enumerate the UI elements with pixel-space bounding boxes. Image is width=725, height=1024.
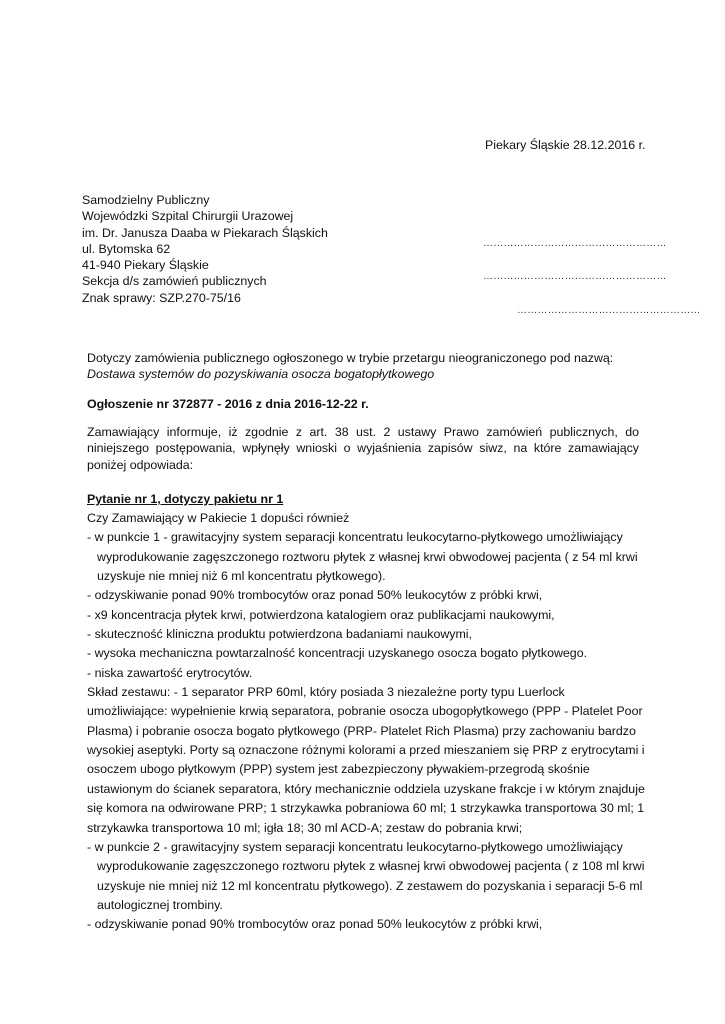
question-line: wyprodukowanie zagęszczonego roztworu płytek z własnej krwi obwodowej pacjenta ( z 108 ml krwi bbox=[97, 859, 645, 874]
question-line: się komora na odwirowane PRP; 1 strzykawka pobraniowa 60 ml; 1 strzykawka transportowa 30 ml; 1 bbox=[87, 801, 645, 816]
addressee-block bbox=[82, 192, 328, 306]
question-line: wyprodukowanie zagęszczonego roztworu płytek z własnej krwi obwodowej pacjenta ( z 54 ml krwi bbox=[97, 549, 638, 564]
question-line: - niska zawartość erytrocytów. bbox=[87, 665, 253, 680]
question-line: - skuteczność kliniczna produktu potwierdzona badaniami naukowymi, bbox=[87, 627, 472, 642]
addressee-line: Samodzielny Publiczny bbox=[82, 193, 210, 207]
question-line: - odzyskiwanie ponad 90% trombocytów oraz ponad 50% leukocytów z próbki krwi, bbox=[87, 588, 543, 603]
question-line: - wysoka mechaniczna powtarzalność koncentracji uzyskanego osocza bogato płytkowego. bbox=[87, 646, 588, 661]
question-line: - x9 koncentracja płytek krwi, potwierdzona katalogiem oraz publikacjami naukowymi, bbox=[87, 607, 555, 622]
notice-number: Ogłoszenie nr 372877 - 2016 z dnia 2016-12-22 r. bbox=[87, 397, 369, 411]
question-line: - odzyskiwanie ponad 90% trombocytów oraz ponad 50% leukocytów z próbki krwi, bbox=[87, 917, 543, 932]
place-date: Piekary Śląskie 28.12.2016 r. bbox=[485, 138, 646, 152]
intro-paragraph: Zamawiający informuje, iż zgodnie z art. 38 ust. 2 ustawy Prawo zamówień publicznych, do niniejszego postępowania, wpłynęły wnioski o wyjaśnienia zapisów siwz, na które zamawiający poniżej odpowiada: bbox=[87, 425, 639, 472]
subject-line: Dotyczy zamówienia publicznego ogłoszonego w trybie przetargu nieograniczonego pod nazwą: bbox=[87, 351, 614, 365]
question-line: umożliwiające: wypełnienie krwią separatora, pobranie osocza ubogopłytkowego (PPP - Platelet Poor bbox=[87, 704, 643, 719]
question-heading: Pytanie nr 1, dotyczy pakietu nr 1 bbox=[87, 492, 284, 506]
question-body bbox=[87, 509, 647, 935]
question-line: - w punkcie 1 - grawitacyjny system separacji koncentratu leukocytarno-płytkowego umożliwiający bbox=[87, 530, 623, 545]
case-number: Znak sprawy: SZP.270-75/16 bbox=[82, 290, 241, 305]
question-line: wysokiej aseptyki. Porty są oznaczone różnymi kolorami a przed mieszaniem się PRP z erytrocytami i bbox=[87, 743, 645, 758]
question-line: - w punkcie 2 - grawitacyjny system separacji koncentratu leukocytarno-płytkowego umożliwiający bbox=[87, 839, 623, 854]
question-line: Czy Zamawiający w Pakiecie 1 dopuści również bbox=[87, 511, 350, 525]
question-line: strzykawka transportowa 10 ml; igła 18; 30 ml ACD-A; zestaw do pobrania krwi; bbox=[87, 820, 523, 835]
question-line: Plasma) i pobranie osocza bogato płytkowego (PRP- Platelet Rich Plasma) przy zachowaniu bardzo bbox=[87, 723, 636, 738]
addressee-line: Wojewódzki Szpital Chirurgii Urazowej bbox=[82, 209, 294, 224]
addressee-line: Sekcja d/s zamówień publicznych bbox=[82, 274, 267, 289]
question-line: osoczem ubogo płytkowym (PPP) system jest zabezpieczony pływakiem-przegrodą skośnie bbox=[87, 762, 590, 777]
question-line: uzyskuje nie mniej niż 12 ml koncentratu płytkowego). Z zestawem do pozyskania i separacji 5-6 ml bbox=[97, 878, 643, 893]
question-line: autologicznej trombiny. bbox=[97, 897, 223, 912]
question-line: Skład zestawu: - 1 separator PRP 60ml, który posiada 3 niezależne porty typu Luerlock bbox=[87, 685, 565, 700]
tender-title: Dostawa systemów do pozyskiwania osocza bogatopłytkowego bbox=[87, 367, 435, 381]
recipient-placeholder: ……………………………………………… bbox=[483, 238, 667, 249]
recipient-placeholder: ……………………………………………… bbox=[483, 271, 667, 282]
recipient-placeholder: ……………………………………………… bbox=[517, 305, 701, 316]
question-line: ustawionym do ścianek separatora, który mechanicznie oddziela uzyskane frakcje i w którym znajduje bbox=[87, 781, 645, 796]
addressee-line: im. Dr. Janusza Daaba w Piekarach Śląskich bbox=[82, 225, 328, 240]
addressee-line: ul. Bytomska 62 bbox=[82, 241, 171, 256]
question-line: uzyskuje nie mniej niż 6 ml koncentratu płytkowego). bbox=[97, 569, 386, 584]
addressee-line: 41-940 Piekary Śląskie bbox=[82, 258, 209, 273]
